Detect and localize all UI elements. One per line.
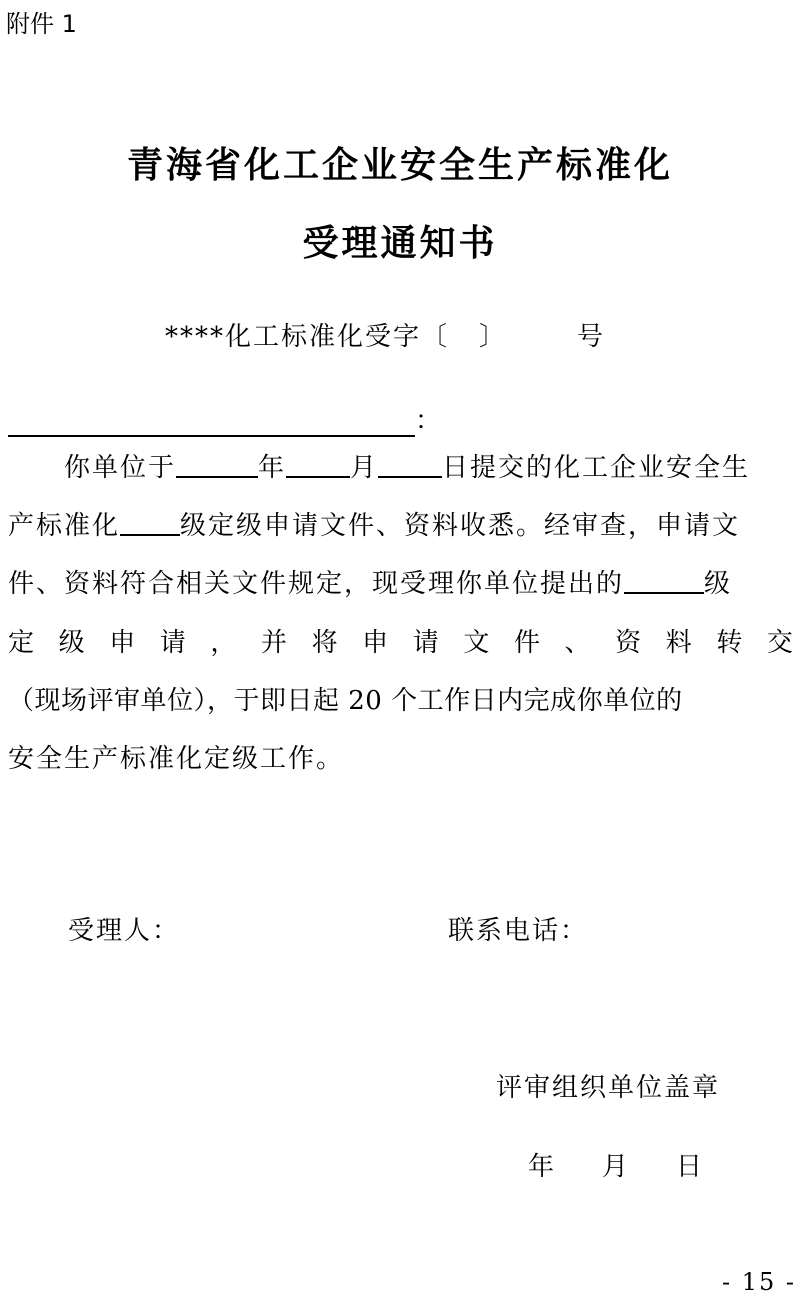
document-number [165, 316, 605, 353]
body-text: 你单位于 [64, 453, 177, 483]
seal-label: 评审组织单位盖章 [496, 1073, 721, 1103]
body-paragraph-line-6: 安全生产标准化定级工作。 [8, 744, 345, 774]
body-char: 并 [260, 628, 287, 658]
body-paragraph-line-1 [8, 447, 793, 484]
body-char: 料 [665, 628, 692, 658]
document-title-line2: 受理通知书 [302, 222, 498, 264]
date-line [528, 1146, 702, 1183]
body-paragraph-line-2 [8, 505, 793, 542]
body-char: 申 [109, 628, 136, 658]
accepted-level-blank [624, 568, 704, 594]
document-number-suffix: 号 [577, 322, 606, 352]
document-number-prefix: ****化工标准化受字〔 [165, 322, 450, 352]
body-text: 产标准化 [8, 511, 121, 541]
body-char: 件 [513, 628, 540, 658]
body-text: 月 [350, 453, 379, 483]
document-number-bracket: 〕 [479, 322, 508, 352]
body-paragraph-line-4 [8, 622, 793, 659]
body-paragraph-line-5: （现场评审单位），于即日起 20 个工作日内完成你单位的 [8, 686, 683, 716]
body-char: 请 [159, 628, 186, 658]
page-number: - 15 - [721, 1268, 796, 1296]
receiver-label: 受理人： [68, 916, 181, 946]
body-char: 、 [564, 628, 591, 658]
addressee-colon: ： [415, 406, 442, 436]
date-day: 日 [676, 1152, 703, 1182]
attachment-label: 附件 1 [6, 10, 77, 38]
body-char: ， [210, 628, 237, 658]
body-char: 资 [615, 628, 642, 658]
body-char: 请 [412, 628, 439, 658]
body-char: 将 [311, 628, 338, 658]
body-char: 交 [766, 628, 793, 658]
document-title-line1: 青海省化工企业安全生产标准化 [126, 144, 673, 186]
body-text: 日提交的化工企业安全生 [442, 453, 751, 483]
body-text: 件、资料符合相关文件规定，现受理你单位提出的 [8, 569, 625, 599]
month-blank [286, 452, 350, 478]
body-text: 级定级申请文件、资料收悉。经审查，申请文 [180, 511, 741, 541]
date-year: 年 [528, 1152, 555, 1182]
addressee-blank [8, 409, 415, 437]
contact-phone-label: 联系电话： [448, 916, 589, 946]
body-char: 申 [362, 628, 389, 658]
body-char: 定 [8, 628, 35, 658]
date-month: 月 [602, 1152, 629, 1182]
body-char: 文 [463, 628, 490, 658]
body-char: 级 [58, 628, 85, 658]
year-blank [176, 452, 258, 478]
body-char: 转 [716, 628, 743, 658]
day-blank [378, 452, 442, 478]
level-blank [120, 510, 180, 536]
addressee-line [8, 400, 441, 437]
body-paragraph-line-3 [8, 563, 793, 600]
body-text: 年 [258, 453, 287, 483]
body-text: 级 [704, 569, 733, 599]
